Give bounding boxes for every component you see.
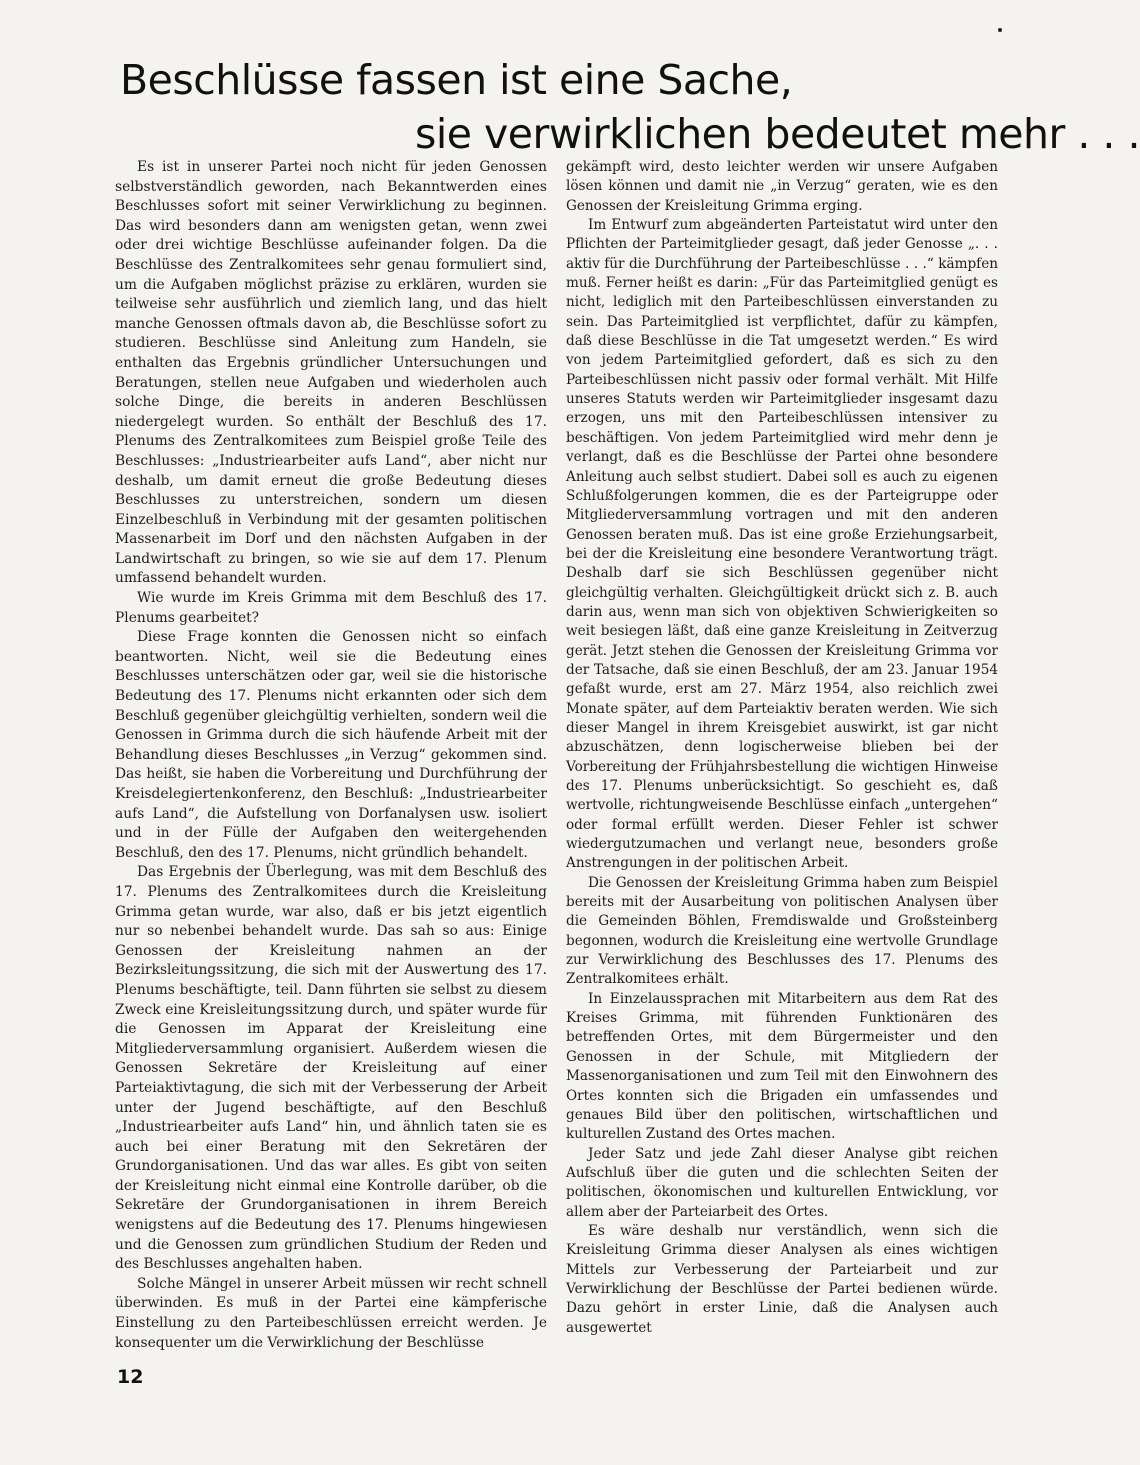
paragraph: Es wäre deshalb nur verständlich, wenn sich die Kreisleitung Grimma dieser Analysen als eines wichtigen Mittels zur Verbesserung der Parteiarbeit und zur Verwirklichung der Beschlüsse der Partei bedienen würde. Dazu gehört in erster Linie, daß die Analysen auch ausgewertet xyxy=(566,1222,998,1336)
paragraph: Solche Mängel in unserer Arbeit müssen wir recht schnell überwinden. Es muß in der Partei eine kämpferische Einstellung zu den Parteibeschlüssen erreicht werden. Je konsequenter um die Verwirklichung der Beschlüsse xyxy=(115,1275,547,1351)
paragraph-continued: gekämpft wird, desto leichter werden wir unsere Aufgaben lösen können und damit nie „in Verzug“ geraten, wie es den Genossen der Kreisleitung Grimma erging. xyxy=(566,159,998,214)
paragraph: Diese Frage konnten die Genossen nicht so einfach beantworten. Nicht, weil sie die Bedeutung eines Beschlusses unterschätzen oder gar, weil sie die historische Bedeutung des 17. Plenums nicht erkannten oder sich dem Beschluß gegenüber gleichgültig verhielten, sondern weil die Genossen in Grimma durch die sich häufende Arbeit mit der Behandlung dieses Beschlusses „in Verzug“ gekommen sind. Das heißt, sie haben die Vorbereitung und Durchführung der Kreisdelegiertenkonferenz, den Beschluß: „Industriearbeiter aufs Land“, die Aufstellung von Dorfanalysen usw. isoliert und in der Fülle der Aufgaben den weitergehenden Beschluß, den des 17. Plenums, nicht gründlich behandelt. xyxy=(115,629,547,861)
headline-line-1: Beschlüsse fassen ist eine Sache, xyxy=(120,56,793,104)
article-column-right xyxy=(566,158,998,1338)
paragraph: Es ist in unserer Partei noch nicht für jeden Genossen selbstverständlich geworden, nach Bekanntwerden eines Beschlusses sofort mit seiner Verwirklichung zu beginnen. Das wird besonders dann am wenigsten getan, wenn zwei oder drei wichtige Beschlüsse aufeinander folgen. Da die Beschlüsse des Zentralkomitees sehr genau formuliert sind, um die Aufgaben möglichst präzise zu erklären, wurden sie teilweise sehr ausführlich und ziemlich lang, und das hielt manche Genossen oftmals davon ab, die Beschlüsse sofort zu studieren. Beschlüsse sind Anleitung zum Handeln, sie enthalten das Ergebnis gründlicher Untersuchungen und Beratungen, stellen neue Aufgaben und wiederholen auch solche Dinge, die bereits in anderen Beschlüssen niedergelegt wurden. So enthält der Beschluß des 17. Plenums des Zentralkomitees zum Beispiel große Teile des Beschlusses: „Industriearbeiter aufs Land“, aber nicht nur deshalb, um damit erneut die große Bedeutung dieses Beschlusses zu unterstreichen, sondern um diesen Einzelbeschluß in Verbindung mit der gesamten politischen Massenarbeit im Dorf und den nächsten Aufgaben in der Landwirtschaft zu bringen, so wie sie auf dem 17. Plenum umfassend behandelt wurden. xyxy=(115,159,547,587)
article-column-left xyxy=(115,158,547,1353)
paragraph: Wie wurde im Kreis Grimma mit dem Beschluß des 17. Plenums gearbeitet? xyxy=(115,590,547,626)
paragraph: Im Entwurf zum abgeänderten Parteistatut wird unter den Pflichten der Parteimitglieder gesagt, daß jeder Genosse „. . . aktiv für die Durchführung der Parteibeschlüsse . . .“ kämpfen muß. Ferner heißt es darin: „Für das Parteimitglied genügt es nicht, lediglich mit den Parteibeschlüssen einverstanden zu sein. Das Parteimitglied ist verpflichtet, dafür zu kämpfen, daß diese Beschlüsse in die Tat umgesetzt werden.“ Es wird von jedem Parteimitglied gefordert, daß es sich zu den Parteibeschlüssen nicht passiv oder formal verhält. Mit Hilfe unseres Statuts werden wir Parteimitglieder insgesamt dazu erzogen, uns mit den Parteibeschlüssen intensiver zu beschäftigen. Von jedem Parteimitglied wird mehr denn je verlangt, daß es die Beschlüsse der Partei ohne besondere Anleitung auch selbst studiert. Dabei soll es auch zu eigenen Schlußfolgerungen kommen, die es der Parteigruppe oder Mitgliederversammlung vortragen und mit den anderen Genossen beraten muß. Das ist eine große Erziehungsarbeit, bei der die Kreisleitung eine besondere Verantwortung trägt. Deshalb darf sie sich Beschlüssen gegenüber nicht gleichgültig verhalten. Gleichgültigkeit drückt sich z. B. auch darin aus, wenn man sich von objektiven Schwierigkeiten so weit besiegen läßt, daß eine ganze Kreisleitung in Zeitverzug gerät. Jetzt stehen die Genossen der Kreisleitung Grimma vor der Tatsache, daß sie einen Beschluß, der am 23. Januar 1954 gefaßt wurde, erst am 27. März 1954, also reichlich zwei Monate später, auf dem Parteiaktiv beraten werden. Wie sich dieser Mangel in ihrem Kreisgebiet auswirkt, ist gar nicht abzuschätzen, denn logischerweise blieben bei der Vorbereitung der Frühjahrsbestellung die wichtigen Hinweise des 17. Plenums unberücksichtigt. So geschieht es, daß wertvolle, richtungweisende Beschlüsse einfach „untergehen“ oder formal erfüllt werden. Dieser Fehler ist schwer wiedergutzumachen und verlangt neue, besonders große Anstrengungen in der politischen Arbeit. xyxy=(566,217,998,872)
paragraph: In Einzelaussprachen mit Mitarbeitern aus dem Rat des Kreises Grimma, mit führenden Funktionären des betreffenden Ortes, mit dem Bürgermeister und den Genossen in der Schule, mit Mitgliedern der Massenorganisationen und zum Teil mit den Einwohnern des Ortes konnten sich die Brigaden ein umfassendes und genaues Bild über den politischen, wirtschaftlichen und kulturellen Zustand des Ortes machen. xyxy=(566,990,998,1143)
paragraph: Das Ergebnis der Überlegung, was mit dem Beschluß des 17. Plenums des Zentralkomitees durch die Kreisleitung Grimma getan wurde, war also, daß er bis jetzt eigentlich nur so nebenbei behandelt wurde. Das sah so aus: Einige Genossen der Kreisleitung nahmen an der Bezirksleitungssitzung, die sich mit der Auswertung des 17. Plenums beschäftigte, teil. Dann führten sie selbst zu diesem Zweck eine Kreisleitungssitzung durch, und später wurde für die Genossen im Apparat der Kreisleitung eine Mitgliederversammlung organisiert. Außerdem wiesen die Genossen Sekretäre der Kreisleitung auf einer Parteiaktivtagung, die sich mit der Verbesserung der Arbeit unter der Jugend beschäftigte, auf den Beschluß „Industriearbeiter aufs Land“ hin, und ähnlich taten sie es auch bei einer Beratung mit den Sekretären der Grundorganisationen. Und das war alles. Es gibt von seiten der Kreisleitung nicht einmal eine Kontrolle darüber, ob die Sekretäre der Grundorganisationen in ihrem Bereich wenigstens auf die Bedeutung des 17. Plenums hingewiesen und die Genossen zum gründlichen Studium der Reden und des Beschlusses angehalten haben. xyxy=(115,864,547,1273)
page-number: 12 xyxy=(117,1366,144,1388)
paragraph: Die Genossen der Kreisleitung Grimma haben zum Beispiel bereits mit der Ausarbeitung von politischen Analysen über die Gemeinden Böhlen, Fremdiswalde und Großsteinberg begonnen, wodurch die Kreisleitung eine wertvolle Grundlage zur Verwirklichung des Beschlusses des 17. Plenums des Zentralkomitees erhält. xyxy=(566,874,998,988)
paragraph: Jeder Satz und jede Zahl dieser Analyse gibt reichen Aufschluß über die guten und die schlechten Seiten der politischen, ökonomischen und kulturellen Entwicklung, vor allem aber der Parteiarbeit des Ortes. xyxy=(566,1145,998,1220)
corner-mark xyxy=(998,28,1002,32)
headline-line-2: sie verwirklichen bedeutet mehr . . . xyxy=(415,110,1140,158)
